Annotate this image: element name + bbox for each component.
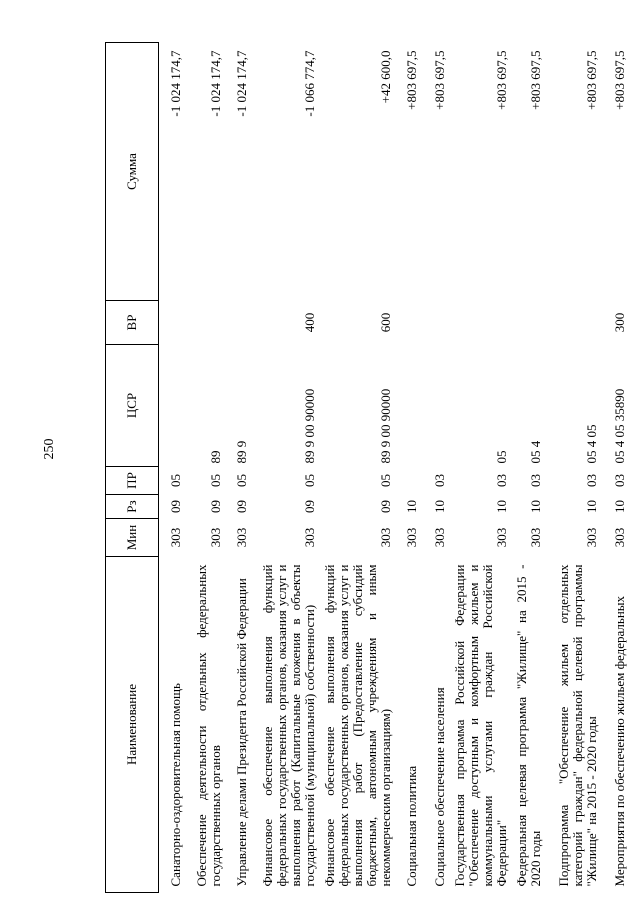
row-csr — [421, 345, 449, 467]
row-sum: +803 697,5 — [527, 50, 543, 110]
row-sum: +42 600,0 — [377, 50, 393, 104]
row-rz: 09 — [301, 500, 317, 513]
row-csr: 05 4 05 35890 — [611, 388, 627, 464]
row-vr — [395, 301, 421, 345]
table-row — [159, 43, 185, 893]
header-vr: ВР — [106, 301, 159, 345]
row-name: Государственная программа Российской Федерации "Обеспечение доступным и комфортным жильем и коммунальными услугами граждан Российской Федерации" — [451, 564, 509, 887]
row-csr — [395, 345, 421, 467]
table-row — [421, 43, 449, 893]
row-min: 303 — [431, 527, 447, 548]
row-pr: 05 — [233, 474, 249, 487]
row-name: Финансовое обеспечение выполнения функций федеральных государственных органов, оказания услуг и выполнения работ (Предоставление субсидий бюджетным, автономным учреждениям и иным некоммерческим организациям) — [321, 564, 393, 887]
row-name: Санаторно-оздоровительная помощь — [167, 683, 183, 887]
header-min: Мин — [106, 519, 159, 557]
row-sum: +803 697,5 — [431, 50, 447, 110]
row-min: 303 — [493, 527, 509, 548]
row-pr — [395, 467, 421, 495]
header-pr: ПР — [106, 467, 159, 495]
row-vr — [545, 301, 601, 345]
row-rz: 10 — [403, 500, 419, 513]
row-sum: -1 024 174,7 — [207, 50, 223, 117]
table-row — [251, 43, 319, 893]
row-sum: +803 697,5 — [611, 50, 627, 110]
row-min: 303 — [233, 527, 249, 548]
row-pr: 03 — [493, 474, 509, 487]
table-row — [449, 43, 511, 893]
row-rz: 09 — [233, 500, 249, 513]
row-vr — [449, 301, 511, 345]
row-min: 303 — [377, 527, 393, 548]
row-sum: +803 697,5 — [403, 50, 419, 110]
header-sum: Сумма — [106, 43, 159, 301]
row-name: Подпрограмма "Обеспечение жильем отдельных категорий граждан" федеральной целевой программы "Жилище" на 2015 - 2020 годы — [555, 564, 599, 887]
row-csr: 05 — [493, 450, 509, 464]
row-vr — [159, 301, 185, 345]
row-pr: 05 — [207, 474, 223, 487]
budget-table — [105, 42, 629, 893]
table-row — [601, 43, 629, 893]
row-name: Социальное обеспечение населения — [431, 687, 447, 887]
row-sum: -1 024 174,7 — [167, 50, 183, 117]
row-rz: 10 — [527, 500, 543, 513]
row-name: Финансовое обеспечение выполнения функций федеральных государственных органов, оказания услуг и выполнения работ (Капитальные вложения в объекты государственной (муниципальной) собственности) — [259, 564, 317, 887]
row-csr: 89 9 00 90000 — [377, 388, 393, 464]
rotated-page — [105, 43, 627, 893]
row-csr: 89 — [207, 450, 223, 464]
table-header-row — [106, 43, 159, 893]
row-vr — [421, 301, 449, 345]
row-pr: 05 — [377, 474, 393, 487]
row-csr: 89 9 00 90000 — [301, 388, 317, 464]
table-row — [319, 43, 395, 893]
row-pr: 05 — [301, 474, 317, 487]
row-vr: 600 — [377, 312, 393, 333]
header-rz: Рз — [106, 495, 159, 519]
row-rz: 10 — [611, 500, 627, 513]
row-name: Обеспечение деятельности отдельных федеральных государственных органов — [193, 564, 223, 887]
row-pr: 03 — [431, 474, 447, 487]
page-number: 250 — [42, 438, 57, 460]
row-csr: 89 9 — [233, 440, 249, 464]
row-rz: 10 — [431, 500, 447, 513]
row-vr — [225, 301, 251, 345]
table-row — [545, 43, 601, 893]
row-min: 303 — [527, 527, 543, 548]
row-sum: +803 697,5 — [493, 50, 509, 110]
row-sum: -1 024 174,7 — [233, 50, 249, 117]
table-row — [395, 43, 421, 893]
row-min: 303 — [611, 527, 627, 548]
row-rz: 09 — [167, 500, 183, 513]
row-min: 303 — [583, 527, 599, 548]
row-pr: 03 — [611, 474, 627, 487]
row-pr: 03 — [583, 474, 599, 487]
row-sum: -1 066 774,7 — [301, 50, 317, 117]
table-row — [185, 43, 225, 893]
header-csr: ЦСР — [106, 345, 159, 467]
header-name: Наименование — [106, 557, 159, 893]
row-min: 303 — [207, 527, 223, 548]
row-rz: 10 — [583, 500, 599, 513]
row-csr — [159, 345, 185, 467]
row-rz: 10 — [493, 500, 509, 513]
table-row — [511, 43, 545, 893]
row-vr — [511, 301, 545, 345]
row-name: Социальная политика — [403, 765, 419, 887]
row-csr: 05 4 05 — [583, 424, 599, 464]
row-name: Управление делами Президента Российской Федерации — [233, 578, 249, 887]
row-name: Федеральная целевая программа "Жилище" на 2015 - 2020 годы — [513, 564, 543, 887]
row-sum: +803 697,5 — [583, 50, 599, 110]
row-name: Мероприятия по обеспечению жильем федеральных — [611, 595, 627, 887]
row-pr: 05 — [167, 474, 183, 487]
row-csr: 05 4 — [527, 440, 543, 464]
table-row — [225, 43, 251, 893]
row-rz: 09 — [377, 500, 393, 513]
row-min: 303 — [167, 527, 183, 548]
row-min: 303 — [403, 527, 419, 548]
row-vr — [185, 301, 225, 345]
row-vr: 300 — [611, 312, 627, 333]
row-vr: 400 — [301, 312, 317, 333]
row-rz: 09 — [207, 500, 223, 513]
row-pr: 03 — [527, 474, 543, 487]
row-min: 303 — [301, 527, 317, 548]
